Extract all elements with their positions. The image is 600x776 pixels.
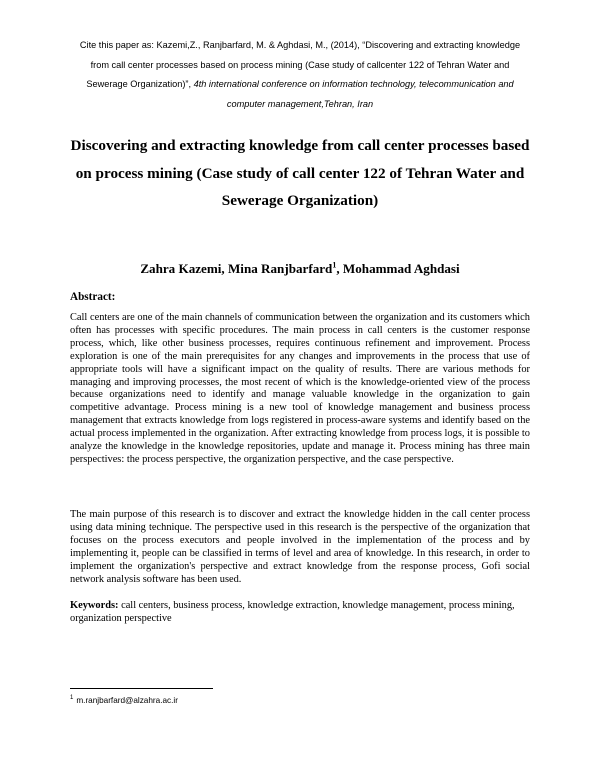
footnote bbox=[70, 695, 178, 707]
footnote-email[interactable]: m.ranjbarfard@alzahra.ac.ir bbox=[76, 696, 178, 705]
authors-rest: , Mohammad Aghdasi bbox=[336, 261, 460, 276]
authors-first: Zahra Kazemi, Mina Ranjbarfard bbox=[140, 261, 333, 276]
abstract-paragraph: The main purpose of this research is to discover and extract the knowledge hidden in the call center process using data mining technique. The perspective used in this research is the perspective of the organization that focuses on the process executors and people involved in the implementation of the process and by implementing it, people can be classified in terms of level and area of knowledge. In this research, in order to implement the organization's perspective and extract knowledge from the response process, Gofi social network analysis software has been used. bbox=[70, 509, 530, 585]
author-footnote-mark[interactable]: 1 bbox=[332, 260, 337, 270]
citation-text: Cite this paper as: Kazemi,Z., Ranjbarfard, M. & Aghdasi, M., (2014), “Discovering and extracting knowledge from call center processes based on process mining (Case study of callcenter 122 of Tehran Water and Sewerage Organization)”, bbox=[79, 40, 521, 89]
footnote-mark: 1 bbox=[70, 695, 74, 702]
author-list bbox=[70, 259, 530, 279]
keywords-text: call centers, business process, knowledge extraction, knowledge management, process mining, organization perspective bbox=[70, 600, 515, 624]
footnote-divider bbox=[70, 688, 213, 689]
citation-venue: 4th international conference on information technology, telecommunication and computer management,Tehran, Iran bbox=[191, 79, 514, 109]
paper-title: Discovering and extracting knowledge from call center processes based on process mining (Case study of call center 122 of Tehran Water and Sewerage Organization) bbox=[70, 137, 530, 209]
citation-note bbox=[70, 36, 530, 114]
abstract-heading: Abstract: bbox=[70, 291, 116, 303]
keywords-label: Keywords: bbox=[70, 600, 119, 611]
keywords bbox=[70, 599, 530, 625]
abstract-paragraph: Call centers are one of the main channels of communication between the organization and its customers which often has processes with specific procedures. The main process in call centers is the customer response process, which, like other business processes, requires continuous refinement and improvement. Process exploration is one of the main prerequisites for any changes and improvements in the process that use of appropriate tools will have a significant impact on the quality of results. There are various methods for managing and improving processes, the most recent of which is the knowledge-oriented view of the process because organizations need to identify and manage valuable knowledge in the organization to gain competitive advantage. Process mining is a new tool of knowledge management and business process management that extracts knowledge from logs registered in process-aware systems and identify based on the actual process implemented in the organization. After extracting knowledge from process logs, it is possible to analyze the knowledge in the knowledge repositories, update and manage it. Process mining has three main perspectives: the process perspective, the organization perspective, and the case perspective. bbox=[70, 312, 530, 465]
